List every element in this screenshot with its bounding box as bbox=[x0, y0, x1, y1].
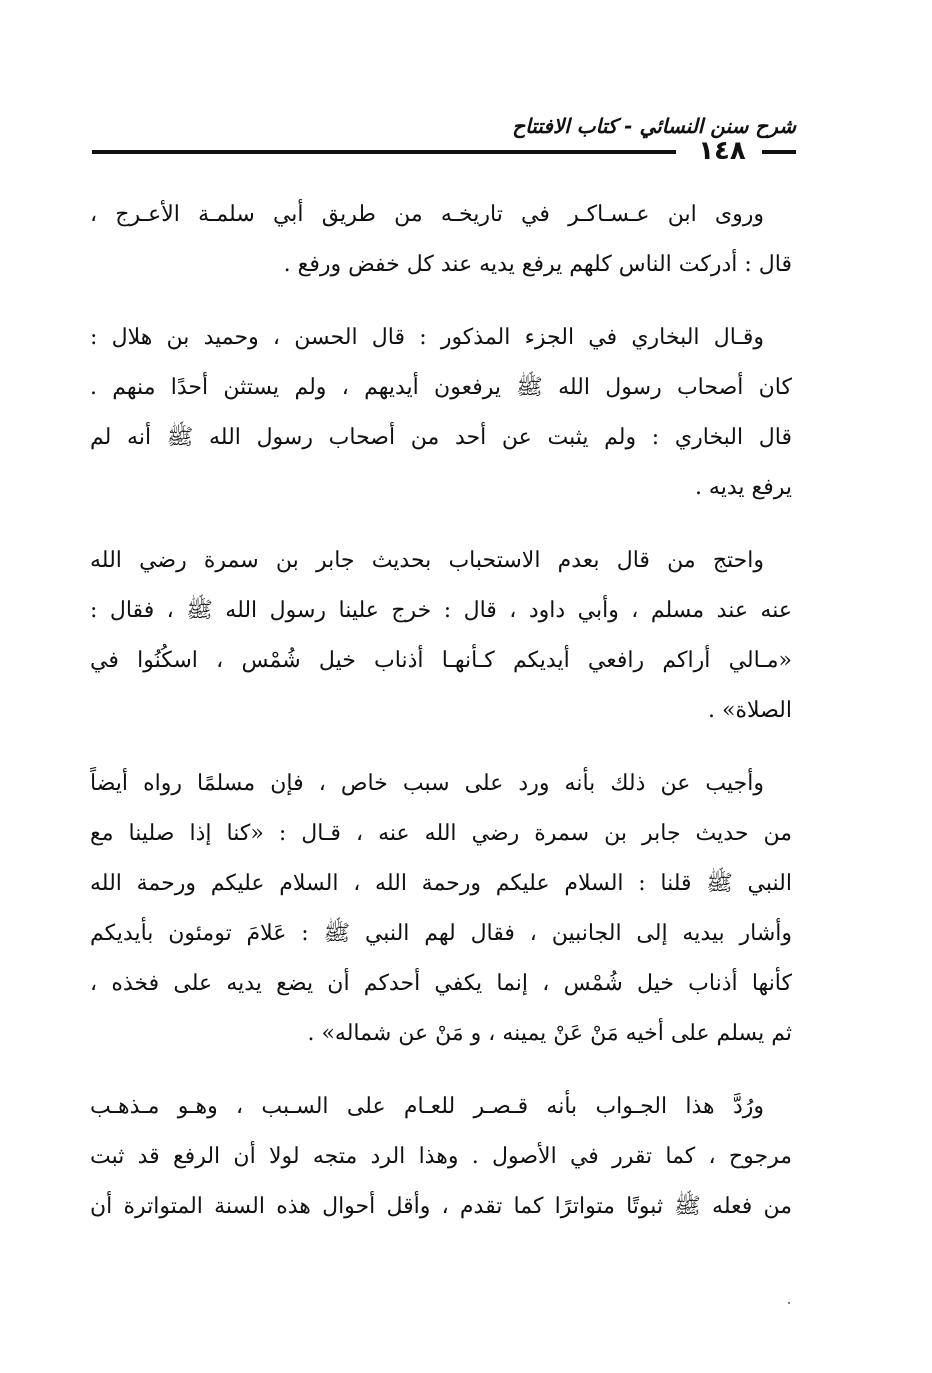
text-line: قال البخاري : ولم يثبت عن أحد من أصحاب رسول الله ﷺ أنه لم bbox=[90, 425, 792, 450]
paragraph bbox=[90, 190, 792, 290]
text-line: الصلاة» . bbox=[708, 698, 792, 723]
text-line: من فعله ﷺ ثبوتًا متواترًا كما تقدم ، وأقل أحوال هذه السنة المتواترة أن bbox=[90, 1194, 792, 1219]
text-line: وأجيب عن ذلك بأنه ورد على سبب خاص ، فإن مسلمًا رواه أيضاً bbox=[90, 771, 764, 796]
text-line: عنه عند مسلم ، وأبي داود ، قال : خرج علينا رسول الله ﷺ ، فقال : bbox=[90, 598, 792, 623]
text-line: النبي ﷺ قلنا : السلام عليكم ورحمة الله ، السلام عليكم ورحمة الله bbox=[90, 871, 792, 896]
running-title: شرح سنن النسائي - كتاب الافتتاح bbox=[512, 114, 796, 138]
header-rule bbox=[92, 150, 676, 154]
scan-speck bbox=[788, 1302, 790, 1304]
page-number: ١٤٨ bbox=[698, 136, 746, 166]
text-line: ورُدَّ هذا الجـواب بأنه قـصـر للعـام على السـبب ، وهـو مـذهـب bbox=[90, 1094, 764, 1119]
body-text bbox=[90, 190, 792, 1255]
text-line: كان أصحاب رسول الله ﷺ يرفعون أيديهم ، ولم يستثن أحدًا منهم . bbox=[90, 375, 792, 400]
paragraph bbox=[90, 313, 792, 513]
text-line: وروى ابن عـسـاكـر في تاريخـه من طريق أبي سلمـة الأعـرج ، bbox=[90, 202, 764, 227]
text-line: ثم يسلم على أخيه مَنْ عَنْ يمينه ، و مَنْ عن شماله» . bbox=[307, 1021, 792, 1046]
text-line: قال : أدركت الناس كلهم يرفع يديه عند كل خفض ورفع . bbox=[283, 252, 792, 277]
text-line: وقـال البخاري في الجزء المذكور : قال الحسن ، وحميد بن هلال : bbox=[90, 325, 764, 350]
paragraph bbox=[90, 536, 792, 736]
text-line: واحتج من قال بعدم الاستحباب بحديث جابر بن سمرة رضي الله bbox=[90, 548, 764, 573]
text-line: من حديث جابر بن سمرة رضي الله عنه ، قـال : «كنا إذا صلينا مع bbox=[90, 821, 792, 846]
text-line: «مـالي أراكم رافعي أيديكم كـأنهـا أذناب خيل شُمْس ، اسكُنُوا في bbox=[90, 648, 792, 673]
paragraph bbox=[90, 1082, 792, 1232]
text-line: كأنها أذناب خيل شُمْس ، إنما يكفي أحدكم أن يضع يديه على فخذه ، bbox=[90, 971, 792, 996]
text-line: مرجوح ، كما تقرر في الأصول . وهذا الرد متجه لولا أن الرفع قد ثبت bbox=[90, 1144, 792, 1169]
header-tick bbox=[762, 150, 796, 154]
text-line: يرفع يديه . bbox=[694, 475, 792, 500]
text-line: وأشار بيديه إلى الجانبين ، فقال لهم النبي ﷺ : عَلامَ تومئون بأيديكم bbox=[90, 921, 792, 946]
paragraph bbox=[90, 759, 792, 1059]
